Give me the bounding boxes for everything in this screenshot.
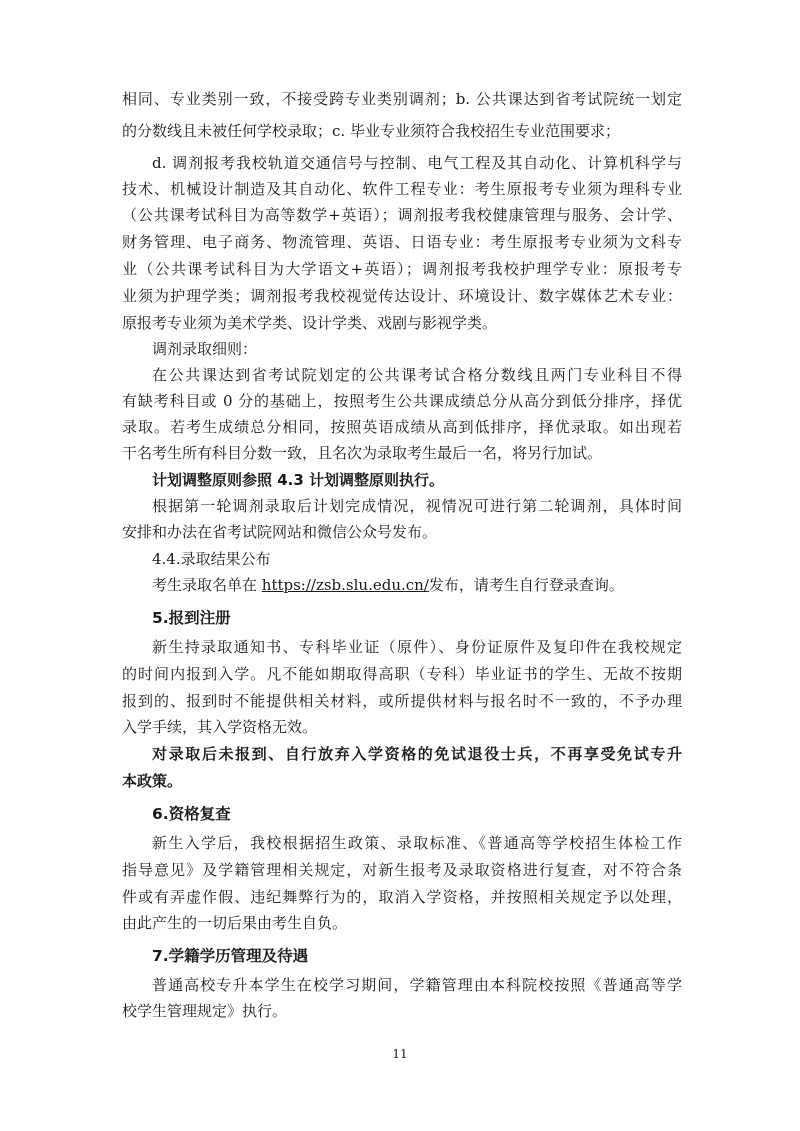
text-line: 有缺考科目或 0 分的基础上，按照考生公共课成绩总分从高分到低分排序，择优 [122, 392, 682, 410]
bold-statement: 计划调整原则参照 4.3 计划调整原则执行。 [152, 471, 445, 489]
bold-statement: 本政策。 [122, 772, 183, 790]
text-line: 入学手续，其入学资格无效。 [122, 718, 318, 736]
text-line: 根据第一轮调剂录取后计划完成情况，视情况可进行第二轮调剂，具体时间 [152, 497, 682, 515]
bold-statement: 对录取后未报到、自行放弃入学资格的免试退役士兵，不再享受免试专升 [152, 745, 682, 763]
text-line: 的时间内报到入学。凡不能如期取得高职（专科）毕业证书的学生、无故不按期 [122, 665, 682, 683]
text-line: 普通高校专升本学生在校学习期间，学籍管理由本科院校按照《普通高等学 [152, 976, 682, 994]
text-line: 报到的、报到时不能提供相关材料，或所提供材料与报名时不一致的，不予办理 [122, 692, 682, 710]
text-line: 安排和办法在省考试院网站和微信公众号发布。 [122, 523, 438, 541]
text-line: 相同、专业类别一致，不接受跨专业类别调剂；b. 公共课达到省考试院统一划定 [122, 90, 682, 108]
text-line: 指导意见》及学籍管理相关规定，对新生报考及录取资格进行复查，对不符合条 [122, 861, 682, 879]
section-heading-6: 6.资格复查 [152, 805, 231, 823]
text-line: 件或有弄虚作假、违纪舞弊行为的，取消入学资格，并按照相关规定予以处理， [122, 888, 682, 906]
text-line: 干名考生所有科目分数一致，且名次为录取考生最后一名，将另行加试。 [122, 444, 603, 462]
text-line: 新生入学后，我校根据招生政策、录取标准、《普通高等学校招生体检工作 [152, 834, 682, 852]
text-line: 原报考专业须为美术学类、设计学类、戏剧与影视学类。 [122, 314, 498, 332]
section-heading-7: 7.学籍学历管理及待遇 [152, 947, 309, 965]
text-line: 校学生管理规定》执行。 [122, 1002, 288, 1020]
result-line [152, 569, 682, 601]
text-line: 新生持录取通知书、专科毕业证（原件）、身份证原件及复印件在我校规定 [152, 638, 682, 656]
text-line: 业（公共课考试科目为大学语文+英语）；调剂报考我校护理学专业：原报考专 [122, 260, 682, 278]
text-span: 发布，请考生自行登录查询。 [428, 576, 624, 594]
text-line: 业须为护理学类；调剂报考我校视觉传达设计、环境设计、数字媒体艺术专业： [122, 287, 682, 305]
section-heading-5: 5.报到注册 [152, 609, 231, 627]
text-span: 考生录取名单在 [152, 576, 262, 594]
text-line: 在公共课达到省考试院划定的公共课考试合格分数线且两门专业科目不得 [152, 366, 682, 384]
page-number: 11 [392, 1047, 408, 1061]
text-line: （公共课考试科目为高等数学+英语）；调剂报考我校健康管理与服务、会计学、 [122, 206, 682, 224]
text-line: 技术、机械设计制造及其自动化、软件工程专业：考生原报考专业须为理科专业 [122, 180, 682, 198]
text-line: 录取。若考生成绩总分相同，按照英语成绩从高到低排序，择优录取。如出现若 [122, 418, 682, 436]
subheading: 调剂录取细则： [152, 340, 258, 358]
admission-list-link[interactable]: https://zsb.slu.edu.cn/ [261, 576, 429, 594]
text-line: d. 调剂报考我校轨道交通信号与控制、电气工程及其自动化、计算机科学与 [152, 154, 682, 172]
text-line: 的分数线且未被任何学校录取；c. 毕业专业须符合我校招生专业范围要求； [122, 122, 620, 140]
section-heading: 4.4.录取结果公布 [152, 550, 271, 568]
text-line: 由此产生的一切后果由考生自负。 [122, 914, 348, 932]
text-line: 财务管理、电子商务、物流管理、英语、日语专业：考生原报考专业须为文科专 [122, 233, 682, 251]
